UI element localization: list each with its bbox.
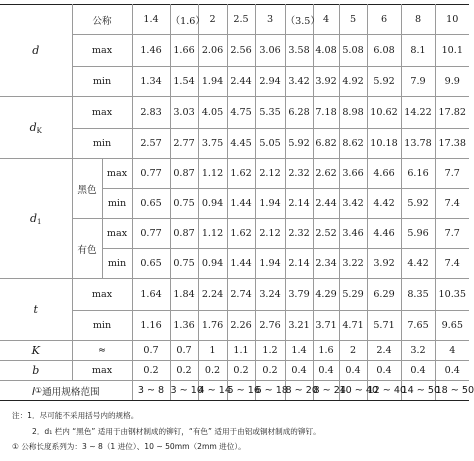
b-symbol: [0, 361, 72, 381]
d1-black-min-cell: 3.42: [339, 189, 367, 219]
d-min-cell: 1.34: [132, 67, 170, 97]
l-cell: 12 ~ 40: [367, 381, 401, 401]
dk-max-cell: 4.05: [198, 97, 227, 129]
d-min-cell: 9.9: [435, 67, 469, 97]
d1-black-max-cell: 7.7: [435, 159, 469, 189]
t-max-cell: 8.35: [401, 279, 435, 311]
dk-min-cell: 5.05: [255, 129, 285, 159]
d-min-cell: 2.44: [227, 67, 255, 97]
d-min-cell: 5.92: [367, 67, 401, 97]
d1-black-max-cell: 3.66: [339, 159, 367, 189]
t-max-label: max: [72, 279, 132, 311]
d1-colored-max-cell: 0.77: [132, 219, 170, 249]
d-min-cell: 3.42: [285, 67, 313, 97]
size-cell: 1.4: [132, 5, 170, 35]
dk-min-cell: 17.38: [435, 129, 469, 159]
b-cell: 0.2: [170, 361, 198, 381]
dk-min-cell: 13.78: [401, 129, 435, 159]
t-max-cell: 3.24: [255, 279, 285, 311]
d-max-cell: 1.66: [170, 35, 198, 67]
b-cell: 0.2: [227, 361, 255, 381]
d1-black-max-label: max: [102, 159, 132, 189]
t-symbol: [0, 279, 72, 341]
d-max-cell: 8.1: [401, 35, 435, 67]
d1-colored-max-cell: 7.7: [435, 219, 469, 249]
d1-colored-min-cell: 3.92: [367, 249, 401, 279]
b-cell: 0.4: [313, 361, 339, 381]
dk-subscript: K: [36, 126, 42, 135]
d1-colored-max-cell: 2.32: [285, 219, 313, 249]
k-cell: 1.1: [227, 341, 255, 361]
d1-black-max-cell: 4.66: [367, 159, 401, 189]
t-min-cell: 3.71: [313, 311, 339, 341]
dk-max-cell: 10.62: [367, 97, 401, 129]
k-cell: 1.2: [255, 341, 285, 361]
d1-black-max-cell: 6.16: [401, 159, 435, 189]
dk-max-cell: 17.82: [435, 97, 469, 129]
d1-colored-max-cell: 3.46: [339, 219, 367, 249]
dk-max-label: max: [72, 97, 132, 129]
dk-max-cell: 3.03: [170, 97, 198, 129]
d1-colored-min-cell: 4.42: [401, 249, 435, 279]
size-cell: 4: [313, 5, 339, 35]
rivet-dimension-table: [0, 4, 474, 401]
l-range-label: [0, 381, 132, 401]
k-cell: 3.2: [401, 341, 435, 361]
d-symbol: [0, 5, 72, 97]
t-max-cell: 6.29: [367, 279, 401, 311]
b-cell: 0.4: [367, 361, 401, 381]
b-cell: 0.4: [339, 361, 367, 381]
t-min-cell: 5.71: [367, 311, 401, 341]
table-notes: [12, 408, 464, 455]
d1-black-min-cell: 1.94: [255, 189, 285, 219]
size-cell: （1.6）: [170, 5, 198, 35]
note-3: ① 公称长度系列为：3 ~ 8（1 进位）、10 ~ 50mm（2mm 进位）。: [12, 442, 246, 451]
b-cell: 0.2: [198, 361, 227, 381]
d1-colored-min-cell: 0.65: [132, 249, 170, 279]
d-min-cell: 3.92: [313, 67, 339, 97]
note-2: 2．d₁ 栏内 “黑色” 适用于由钢材制成的铆钉，“有色” 适用于由铝或铜材制成的铆钉。: [32, 426, 321, 436]
t-min-cell: 7.65: [401, 311, 435, 341]
k-cell: 1: [198, 341, 227, 361]
dk-min-cell: 2.77: [170, 129, 198, 159]
nominal-label: 公称: [72, 5, 132, 35]
d1-black-min-cell: 0.94: [198, 189, 227, 219]
b-cell: 0.4: [401, 361, 435, 381]
dk-min-cell: 6.82: [313, 129, 339, 159]
d-max-label: max: [72, 35, 132, 67]
l-cell: 3 ~ 8: [132, 381, 170, 401]
l-cell: 8 ~ 24: [313, 381, 339, 401]
l-cell: 3 ~ 10: [170, 381, 198, 401]
k-cell: 2: [339, 341, 367, 361]
d1-black-min-cell: 7.4: [435, 189, 469, 219]
d-max-cell: 6.08: [367, 35, 401, 67]
d-symbol-text: d: [32, 44, 40, 57]
k-cell: 1.6: [313, 341, 339, 361]
d1-black-min-cell: 0.65: [132, 189, 170, 219]
d1-symbol: [0, 159, 72, 279]
l-cell: 14 ~ 50: [401, 381, 435, 401]
d-min-cell: 4.92: [339, 67, 367, 97]
d1-colored-min-cell: 3.22: [339, 249, 367, 279]
t-min-cell: 3.21: [285, 311, 313, 341]
dk-min-cell: 3.75: [198, 129, 227, 159]
dk-max-cell: 8.98: [339, 97, 367, 129]
l-cell: 10 ~ 40: [339, 381, 367, 401]
b-qualifier: max: [72, 361, 132, 381]
l-cell: 18 ~ 50: [435, 381, 469, 401]
k-symbol-text: K: [31, 344, 40, 357]
t-max-cell: 1.64: [132, 279, 170, 311]
d1-colored-max-cell: 2.12: [255, 219, 285, 249]
d1-colored-min-cell: 7.4: [435, 249, 469, 279]
k-cell: 1.4: [285, 341, 313, 361]
d-max-cell: 4.08: [313, 35, 339, 67]
size-cell: 5: [339, 5, 367, 35]
k-cell: 0.7: [170, 341, 198, 361]
dk-max-cell: 6.28: [285, 97, 313, 129]
t-max-cell: 2.74: [227, 279, 255, 311]
l-label-text: 通用规格范围: [42, 386, 100, 398]
size-cell: 8: [401, 5, 435, 35]
dk-max-cell: 14.22: [401, 97, 435, 129]
d-max-cell: 2.56: [227, 35, 255, 67]
d-max-cell: 5.08: [339, 35, 367, 67]
dk-min-cell: 10.18: [367, 129, 401, 159]
d1-black-min-cell: 2.14: [285, 189, 313, 219]
b-cell: 0.4: [435, 361, 469, 381]
d-max-cell: 3.06: [255, 35, 285, 67]
dk-symbol: [0, 97, 72, 159]
d1-black-min-label: min: [102, 189, 132, 219]
d1-colored-min-cell: 0.75: [170, 249, 198, 279]
dk-symbol-text: d: [29, 120, 37, 134]
dk-min-cell: 8.62: [339, 129, 367, 159]
k-symbol: [0, 341, 72, 361]
d1-colored-min-cell: 0.94: [198, 249, 227, 279]
d1-colored-min-cell: 2.14: [285, 249, 313, 279]
d1-colored-min-cell: 1.94: [255, 249, 285, 279]
d1-colored-max-cell: 2.52: [313, 219, 339, 249]
t-max-cell: 5.29: [339, 279, 367, 311]
t-min-cell: 2.76: [255, 311, 285, 341]
t-symbol-text: t: [33, 303, 38, 316]
l-cell: 6 ~ 18: [255, 381, 285, 401]
t-min-cell: 1.36: [170, 311, 198, 341]
d1-black-max-cell: 0.87: [170, 159, 198, 189]
l-symbol-text: l: [31, 384, 35, 398]
t-min-cell: 1.76: [198, 311, 227, 341]
size-cell: 2: [198, 5, 227, 35]
dk-max-cell: 4.75: [227, 97, 255, 129]
b-cell: 0.2: [255, 361, 285, 381]
dk-max-cell: 2.83: [132, 97, 170, 129]
d-min-label: min: [72, 67, 132, 97]
d1-black-label: 黑色: [72, 159, 102, 219]
d1-black-max-cell: 2.62: [313, 159, 339, 189]
d-min-cell: 7.9: [401, 67, 435, 97]
t-min-label: min: [72, 311, 132, 341]
d1-black-max-cell: 0.77: [132, 159, 170, 189]
k-cell: 2.4: [367, 341, 401, 361]
k-qualifier: ≈: [72, 341, 132, 361]
d1-colored-min-cell: 1.44: [227, 249, 255, 279]
d1-black-max-cell: 2.12: [255, 159, 285, 189]
l-cell: 4 ~ 14: [198, 381, 227, 401]
t-min-cell: 9.65: [435, 311, 469, 341]
d1-black-min-cell: 0.75: [170, 189, 198, 219]
t-min-cell: 1.16: [132, 311, 170, 341]
t-max-cell: 2.24: [198, 279, 227, 311]
dk-max-cell: 5.35: [255, 97, 285, 129]
d-min-cell: 1.54: [170, 67, 198, 97]
t-max-cell: 3.79: [285, 279, 313, 311]
k-cell: 4: [435, 341, 469, 361]
d1-black-min-cell: 1.44: [227, 189, 255, 219]
d1-black-max-cell: 1.12: [198, 159, 227, 189]
t-min-cell: 4.71: [339, 311, 367, 341]
footnote-mark: ①: [34, 385, 43, 395]
d-max-cell: 10.1: [435, 35, 469, 67]
d1-colored-max-cell: 4.46: [367, 219, 401, 249]
l-cell: 8 ~ 20: [285, 381, 313, 401]
d1-symbol-text: d: [29, 211, 38, 225]
t-min-cell: 2.26: [227, 311, 255, 341]
d1-colored-min-label: min: [102, 249, 132, 279]
dk-min-cell: 5.92: [285, 129, 313, 159]
d-max-cell: 1.46: [132, 35, 170, 67]
d1-colored-max-cell: 1.12: [198, 219, 227, 249]
size-cell: 3: [255, 5, 285, 35]
note-1: 注：1．尽可能不采用括号内的规格。: [12, 411, 139, 420]
d1-black-min-cell: 2.44: [313, 189, 339, 219]
size-cell: 2.5: [227, 5, 255, 35]
k-cell: 0.7: [132, 341, 170, 361]
d-max-cell: 2.06: [198, 35, 227, 67]
d-max-cell: 3.58: [285, 35, 313, 67]
dk-max-cell: 7.18: [313, 97, 339, 129]
d1-colored-max-cell: 5.96: [401, 219, 435, 249]
size-cell: 6: [367, 5, 401, 35]
d1-colored-max-cell: 1.62: [227, 219, 255, 249]
d1-subscript: 1: [37, 217, 42, 226]
d1-black-min-cell: 5.92: [401, 189, 435, 219]
dk-min-cell: 2.57: [132, 129, 170, 159]
d-min-cell: 2.94: [255, 67, 285, 97]
d1-black-max-cell: 1.62: [227, 159, 255, 189]
d1-colored-min-cell: 2.34: [313, 249, 339, 279]
d1-black-min-cell: 4.42: [367, 189, 401, 219]
d1-colored-max-label: max: [102, 219, 132, 249]
dk-min-cell: 4.45: [227, 129, 255, 159]
d1-black-max-cell: 2.32: [285, 159, 313, 189]
size-cell: （3.5）: [285, 5, 313, 35]
d1-colored-label: 有色: [72, 219, 102, 279]
b-symbol-text: b: [32, 364, 40, 377]
d-min-cell: 1.94: [198, 67, 227, 97]
dk-min-label: min: [72, 129, 132, 159]
t-max-cell: 1.84: [170, 279, 198, 311]
t-max-cell: 4.29: [313, 279, 339, 311]
size-cell: 10: [435, 5, 469, 35]
l-cell: 5 ~ 16: [227, 381, 255, 401]
d1-colored-max-cell: 0.87: [170, 219, 198, 249]
b-cell: 0.2: [132, 361, 170, 381]
t-max-cell: 10.35: [435, 279, 469, 311]
b-cell: 0.4: [285, 361, 313, 381]
